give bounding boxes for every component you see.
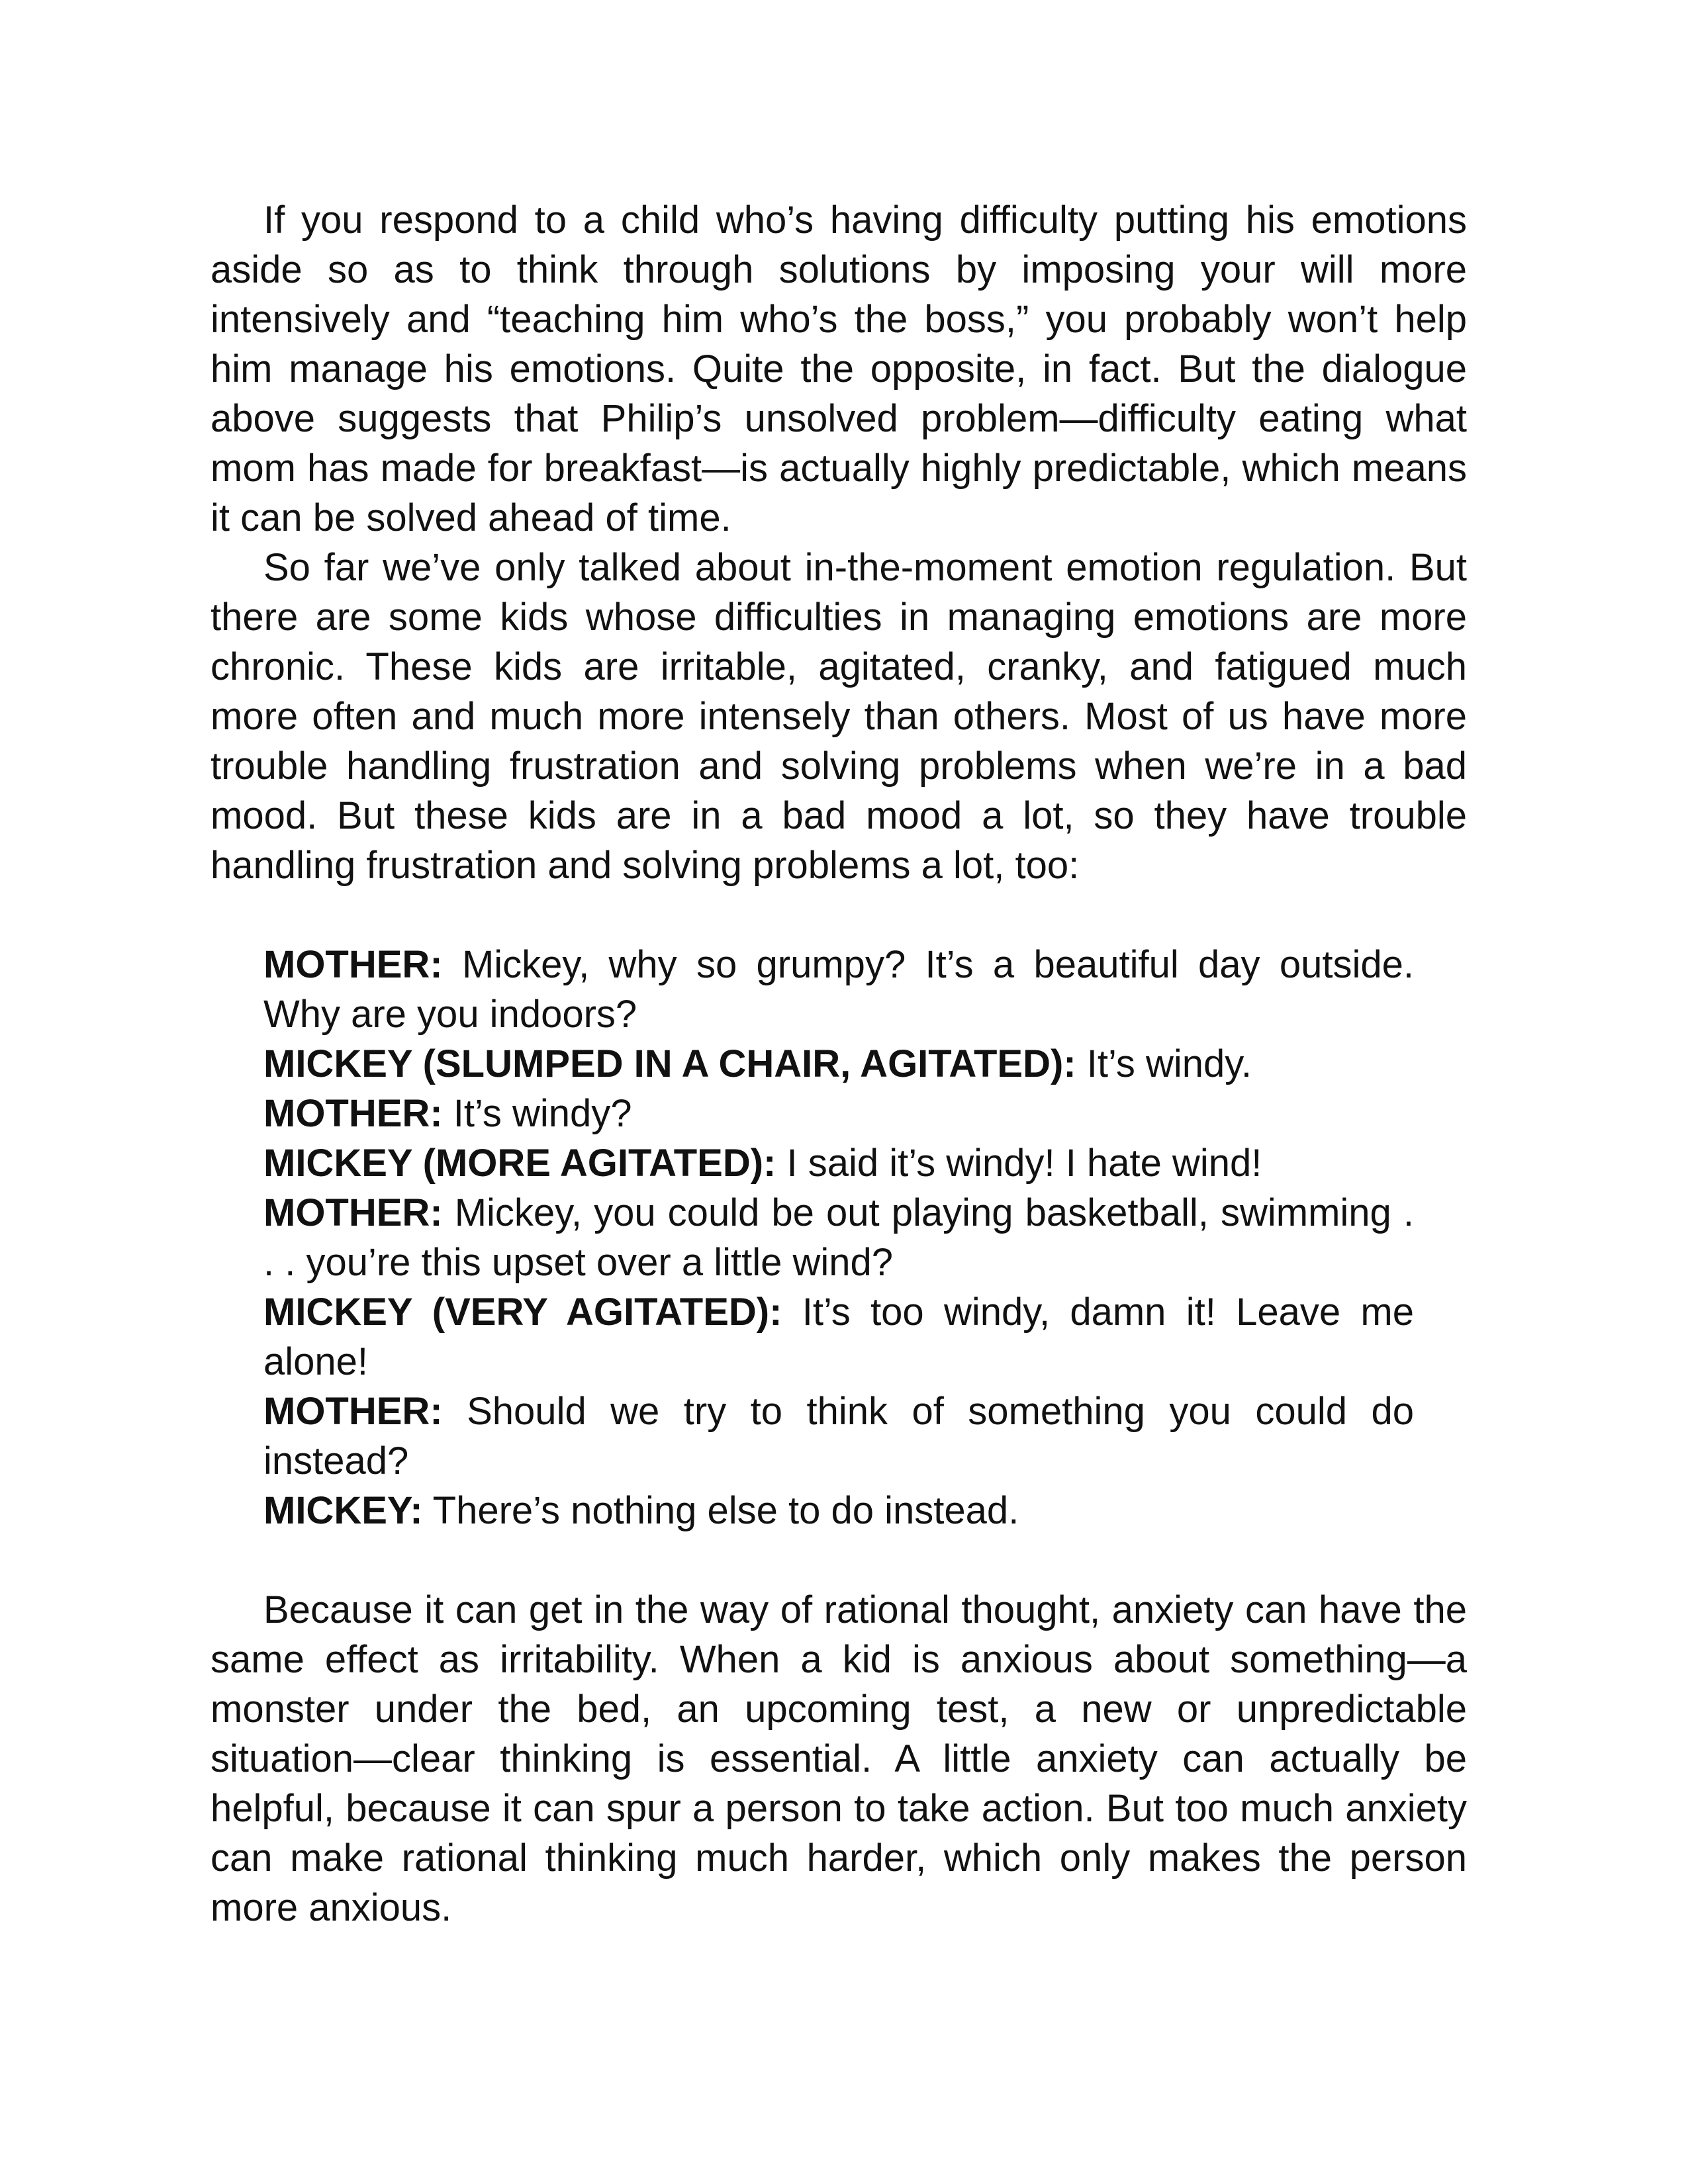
- speaker-label: MICKEY (SLUMPED IN A CHAIR, AGITATED):: [263, 1042, 1076, 1085]
- dialogue-text: There’s nothing else to do instead.: [432, 1489, 1019, 1532]
- dialogue-line: [263, 940, 1414, 1039]
- dialogue-text: It’s too windy, damn it! Leave me alone!: [263, 1291, 1414, 1383]
- speaker-label: MOTHER:: [263, 1191, 443, 1234]
- speaker-label: MOTHER:: [263, 1390, 443, 1433]
- paragraph: If you respond to a child who’s having difficulty putting his emotions aside so as to think through solutions by imposing your will more intensively and “teaching him who’s the boss,” you probably won’t help him manage his emotions. Quite the opposite, in fact. But the dialogue above suggests that Philip’s unsolved problem—difficulty eating what mom has made for breakfast—is actually highly predictable, which means it can be solved ahead of time.: [211, 199, 1467, 539]
- speaker-label: MOTHER:: [263, 943, 443, 986]
- speaker-label: MICKEY (MORE AGITATED):: [263, 1142, 776, 1185]
- dialogue-text: I said it’s windy! I hate wind!: [786, 1142, 1262, 1185]
- dialogue-text: It’s windy?: [453, 1092, 632, 1135]
- speaker-label: MOTHER:: [263, 1092, 443, 1135]
- dialogue-line: [263, 1387, 1414, 1486]
- dialogue-line: [263, 1287, 1414, 1387]
- dialogue-line: [263, 1188, 1414, 1287]
- dialogue-line: [263, 1138, 1414, 1188]
- speaker-label: MICKEY:: [263, 1489, 423, 1532]
- dialogue-block: [263, 940, 1414, 1535]
- paragraph: So far we’ve only talked about in-the-moment emotion regulation. But there are some kids whose difficulties in managing emotions are more chronic. These kids are irritable, agitated, cranky, and fatigued much more often and much more intensely than others. Most of us have more trouble handling frustration and solving problems when we’re in a bad mood. But these kids are in a bad mood a lot, so they have trouble handling frustration and solving problems a lot, too:: [211, 546, 1467, 887]
- dialogue-line: [263, 1089, 1414, 1138]
- paragraph: Because it can get in the way of rational thought, anxiety can have the same effect as irritability. When a kid is anxious about something—a monster under the bed, an upcoming test, a new or unpredictable situation—clear thinking is essential. A little anxiety can actually be helpful, because it can spur a person to take action. But too much anxiety can make rational thinking much harder, which only makes the person more anxious.: [211, 1588, 1467, 1929]
- dialogue-line: [263, 1486, 1414, 1535]
- dialogue-text: Mickey, why so grumpy? It’s a beautiful day outside. Why are you indoors?: [263, 943, 1414, 1036]
- page-body: [211, 195, 1467, 1933]
- dialogue-line: [263, 1039, 1414, 1089]
- speaker-label: MICKEY (VERY AGITATED):: [263, 1291, 782, 1334]
- dialogue-text: Mickey, you could be out playing basketball, swimming . . . you’re this upset over a little wind?: [263, 1191, 1414, 1284]
- dialogue-text: It’s windy.: [1086, 1042, 1252, 1085]
- dialogue-text: Should we try to think of something you could do instead?: [263, 1390, 1414, 1482]
